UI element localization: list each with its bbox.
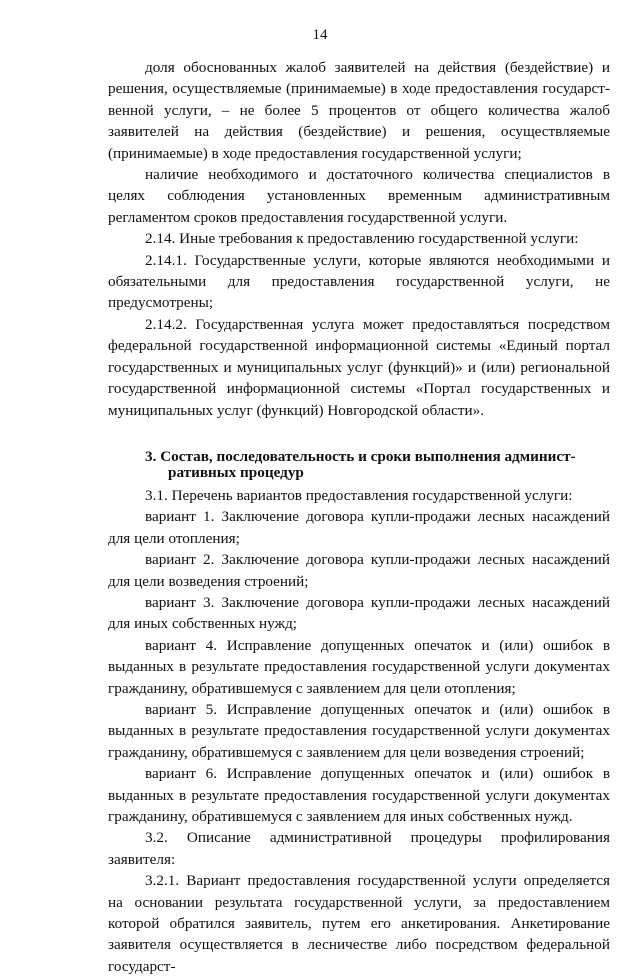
paragraph-variant-6: вариант 6. Исправление допущенных опечаток и (или) ошибок в выданных в результате предоставления государственной услуги документах гражданину, обратившемуся с заявлением для иных собственных нужд. (108, 765, 610, 825)
document-body (108, 57, 610, 977)
paragraph-3-2-1: 3.2.1. Вариант предоставления государственной услуги определяется на основании результата государственной услуги, за предоставлением которой обратился заявитель, путем его анкетирования. Анкетирование заявителя осуществляется в лесничестве либо посредством федеральной государст- (108, 872, 610, 975)
paragraph-variant-2: вариант 2. Заключение договора купли-продажи лесных насаждений для цели возведения строений; (108, 551, 610, 590)
paragraph-2-14-1: 2.14.1. Государственные услуги, которые являются необходимыми и обязательными для предоставления государственной услуги, не предусмотрены; (108, 251, 610, 312)
paragraph-3-2: 3.2. Описание административной процедуры профилирования заявителя: (108, 829, 610, 868)
paragraph-complaints-share: доля обоснованных жалоб заявителей на действия (бездействие) и решения, осуществляемые (принимаемые) в ходе предоставления государственной услуги, – не более 5 процентов от общего количества жалоб заявителей на действия (бездействие) и решения, осуществляемые (принимаемые) в ходе предоставления государственной услуги; (108, 59, 610, 162)
paragraph-3-1: 3.1. Перечень вариантов предоставления государственной услуги: (145, 486, 573, 504)
page-number: 14 (312, 27, 328, 43)
section-heading: 3. Состав, последовательность и сроки выполнения админист-ративных процедур (145, 447, 576, 481)
paragraph-2-14: 2.14. Иные требования к предоставлению государственной услуги: (145, 230, 579, 248)
paragraph-variant-3: вариант 3. Заключение договора купли-продажи лесных насаждений для иных собственных нужд; (108, 593, 610, 633)
paragraph-variant-4: вариант 4. Исправление допущенных опечаток и (или) ошибок в выданных в результате предоставления государственной услуги документах гражданину, обратившемуся с заявлением для цели отопления; (108, 636, 610, 697)
paragraph-2-14-2: 2.14.2. Государственная услуга может предоставляться посредством федеральной государственной информационной системы «Единый портал государственных и муниципальных услуг (функций)» и (или) региональной государственной информационной системы «Портал государственных и муниципальных услуг (функций) Новгородской области». (108, 315, 610, 419)
paragraph-variant-5: вариант 5. Исправление допущенных опечаток и (или) ошибок в выданных в результате предоставления государственной услуги документах гражданину, обратившемуся с заявлением для цели возведения строений; (108, 700, 610, 761)
paragraph-variant-1: вариант 1. Заключение договора купли-продажи лесных насаждений для цели отопления; (108, 508, 610, 547)
paragraph-specialists: наличие необходимого и достаточного количества специалистов в целях соблюдения установленных временным административным регламентом сроков предоставления государственной услуги. (108, 166, 610, 226)
